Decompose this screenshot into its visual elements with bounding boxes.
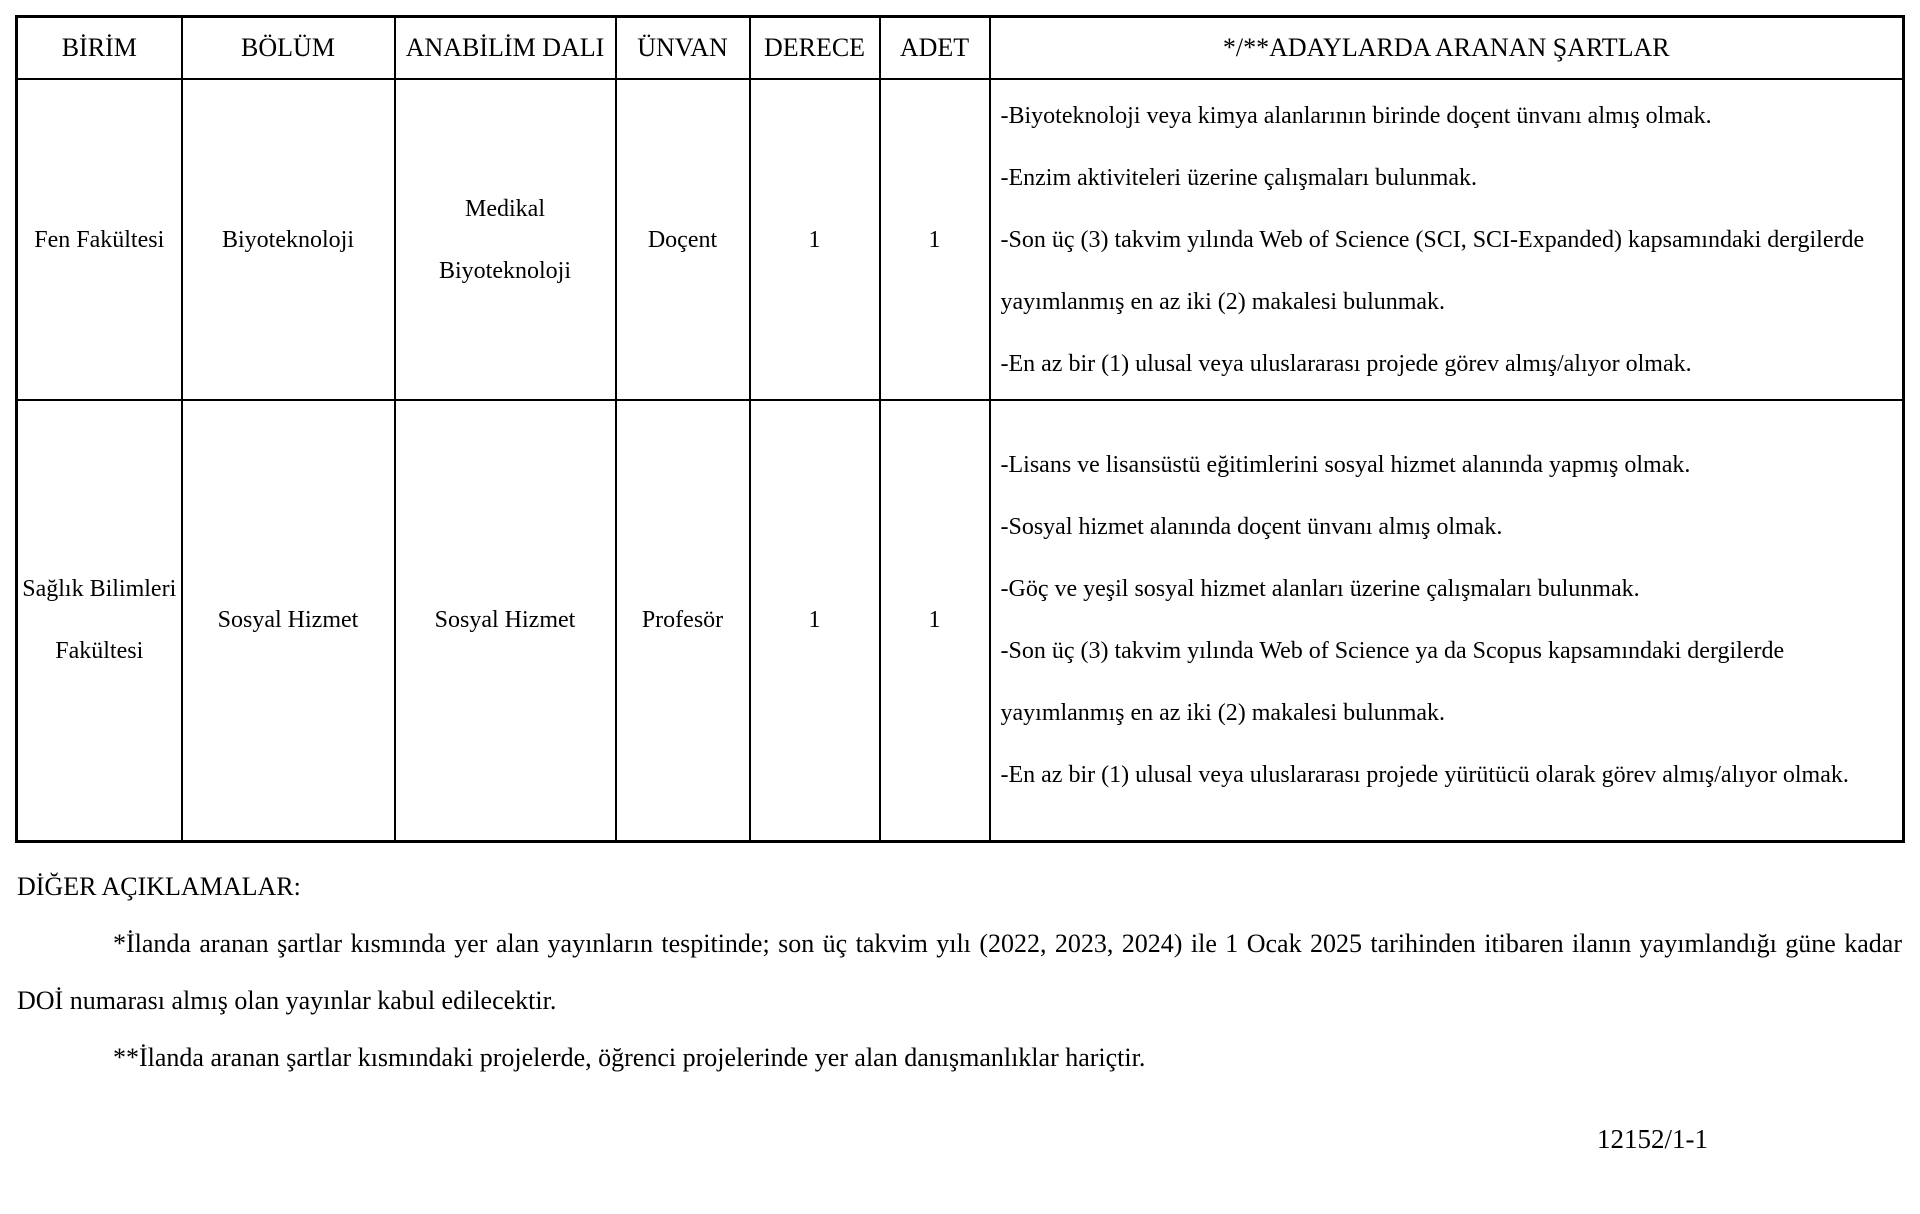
cell-adet: 1 — [880, 79, 990, 400]
requirement-item: -En az bir (1) ulusal veya uluslararası projede görev almış/alıyor olmak. — [1000, 350, 1692, 377]
requirement-item: -Sosyal hizmet alanında doçent ünvanı almış olmak. — [1000, 514, 1503, 541]
col-header-bolum: BÖLÜM — [182, 17, 395, 80]
job-postings-table — [15, 15, 1905, 843]
col-header-anabilim-dali: ANABİLİM DALI — [395, 17, 616, 80]
cell-adet: 1 — [880, 400, 990, 841]
col-header-sartlar: */**ADAYLARDA ARANAN ŞARTLAR — [990, 17, 1904, 80]
note-double-asterisk: **İlanda aranan şartlar kısmındaki projelerde, öğrenci projelerinde yer alan danışmanlıklar hariçtir. — [113, 1043, 1146, 1072]
table-row — [17, 79, 1904, 400]
requirement-item: -Son üç (3) takvim yılında Web of Science (SCI, SCI-Expanded) kapsamındaki dergilerde yayımlanmış en az iki (2) makalesi bulunmak. — [1000, 226, 1865, 315]
requirement-item: -En az bir (1) ulusal veya uluslararası projede yürütücü olarak görev almış/alıyor olmak. — [1000, 762, 1849, 789]
col-header-birim: BİRİM — [17, 17, 182, 80]
cell-sartlar — [990, 79, 1904, 400]
requirement-item: -Göç ve yeşil sosyal hizmet alanları üzerine çalışmaları bulunmak. — [1000, 576, 1640, 603]
cell-derece: 1 — [750, 400, 880, 841]
col-header-adet: ADET — [880, 17, 990, 80]
cell-unvan: Profesör — [616, 400, 750, 841]
note-single-asterisk: *İlanda aranan şartlar kısmında yer alan yayınların tespitinde; son üç takvim yılı (2022, 2023, 2024) ile 1 Ocak 2025 tarihinden itibaren ilanın yayımlandığı güne kadar DOİ numarası almış olan yayınlar kabul edilecektir. — [17, 929, 1902, 1015]
other-explanations-title: DİĞER AÇIKLAMALAR: — [17, 872, 301, 901]
reference-number: 12152/1-1 — [1597, 1124, 1708, 1154]
requirement-item: -Son üç (3) takvim yılında Web of Science ya da Scopus kapsamındaki dergilerde yayımlanmış en az iki (2) makalesi bulunmak. — [1000, 638, 1785, 727]
requirement-item: -Biyoteknoloji veya kimya alanlarının birinde doçent ünvanı almış olmak. — [1000, 102, 1712, 129]
cell-bolum: Biyoteknoloji — [182, 79, 395, 400]
col-header-derece: DERECE — [750, 17, 880, 80]
cell-anabilim-dali: Medikal Biyoteknoloji — [395, 79, 616, 400]
cell-derece: 1 — [750, 79, 880, 400]
cell-birim: Sağlık Bilimleri Fakültesi — [17, 400, 182, 841]
other-explanations-section — [17, 858, 1902, 1086]
requirement-item: -Lisans ve lisansüstü eğitimlerini sosyal hizmet alanında yapmış olmak. — [1000, 452, 1691, 479]
cell-sartlar — [990, 400, 1904, 841]
requirement-item: -Enzim aktiviteleri üzerine çalışmaları bulunmak. — [1000, 164, 1477, 191]
cell-bolum: Sosyal Hizmet — [182, 400, 395, 841]
col-header-unvan: ÜNVAN — [616, 17, 750, 80]
table-row — [17, 400, 1904, 841]
cell-birim: Fen Fakültesi — [17, 79, 182, 400]
cell-unvan: Doçent — [616, 79, 750, 400]
table-header-row — [17, 17, 1904, 80]
cell-anabilim-dali: Sosyal Hizmet — [395, 400, 616, 841]
